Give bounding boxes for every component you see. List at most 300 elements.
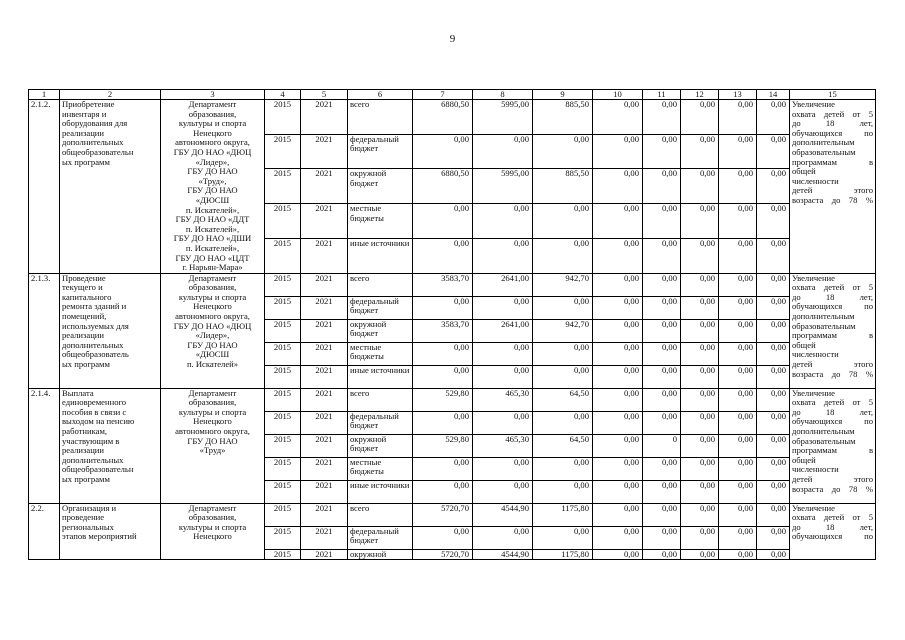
start-year: 2015: [265, 342, 301, 365]
end-year: 2021: [301, 457, 348, 480]
amount-cell: 0,00: [681, 342, 719, 365]
expected-result-line: обучающихся по: [792, 531, 873, 542]
end-year: 2021: [301, 296, 348, 319]
start-year: 2015: [265, 365, 301, 388]
amount-cell: 1175,80: [533, 549, 593, 560]
funding-source: местные бюджеты: [348, 457, 413, 480]
amount-cell: 0,00: [719, 238, 757, 273]
expected-result-line: детей этого: [792, 185, 873, 196]
activity-executor-line: п. Искателей»,: [185, 204, 240, 215]
expected-result-line: Увеличение: [792, 388, 835, 398]
amount-cell: 0,00: [681, 411, 719, 434]
start-year: 2015: [265, 526, 301, 549]
activity-executor-line: ГБУ ДО НАО: [187, 435, 238, 446]
expected-result-line: до 18 лет,: [792, 118, 873, 129]
activity-name: [60, 100, 161, 274]
amount-cell: 0,00: [719, 480, 757, 503]
activity-executor-line: культуры и спорта: [178, 406, 247, 417]
activity-executor-line: «Лидер»,: [195, 330, 230, 341]
amount-cell: 0,00: [757, 319, 790, 342]
amount-cell: 0,00: [757, 457, 790, 480]
amount-cell: 0,00: [719, 100, 757, 135]
amount-cell: 0,00: [719, 342, 757, 365]
activity-executor-line: образования,: [188, 512, 237, 523]
expected-result-line: обучающихся по: [792, 301, 873, 312]
end-year: 2021: [301, 388, 348, 411]
amount-cell: 0,00: [757, 526, 790, 549]
amount-cell: 0,00: [593, 319, 643, 342]
activity-code: 2.2.: [29, 503, 60, 560]
activity-name-line: дополнительных: [62, 454, 124, 465]
amount-cell: 0,00: [413, 342, 473, 365]
amount-cell: 529,80: [413, 434, 473, 457]
funding-source: всего: [348, 503, 413, 526]
amount-cell: 1175,80: [533, 503, 593, 526]
activity-name-line: работникам,: [62, 426, 108, 437]
amount-cell: 5720,70: [413, 503, 473, 526]
funding-source: иные источники: [348, 480, 413, 503]
amount-cell: 0,00: [757, 388, 790, 411]
amount-cell: 0,00: [643, 388, 681, 411]
amount-cell: 0,00: [719, 273, 757, 296]
amount-cell: 0,00: [757, 134, 790, 169]
funding-source: всего: [348, 100, 413, 135]
expected-result: [790, 503, 876, 560]
activity-name: [60, 273, 161, 388]
expected-result-line: обучающихся по: [792, 416, 873, 427]
funding-source: федеральный бюджет: [348, 526, 413, 549]
activity-executor-line: Ненецкого: [193, 301, 232, 312]
activity-executor-line: ГБУ ДО НАО «ДШИ: [173, 233, 252, 244]
activity-executor-line: п. Искателей»: [186, 359, 239, 370]
end-year: 2021: [301, 204, 348, 239]
start-year: 2015: [265, 411, 301, 434]
amount-cell: 0,00: [593, 388, 643, 411]
amount-cell: 0,00: [681, 503, 719, 526]
activity-name-line: пособия в связи с: [62, 406, 127, 417]
amount-cell: 465,30: [473, 434, 533, 457]
activity-name-line: Выплата: [62, 388, 94, 398]
start-year: 2015: [265, 169, 301, 204]
amount-cell: 0,00: [681, 549, 719, 560]
end-year: 2021: [301, 365, 348, 388]
end-year: 2021: [301, 319, 348, 342]
activity-code: 2.1.3.: [29, 273, 60, 388]
amount-cell: 885,50: [533, 100, 593, 135]
amount-cell: 0,00: [757, 100, 790, 135]
amount-cell: 0,00: [643, 204, 681, 239]
amount-cell: 0,00: [757, 480, 790, 503]
start-year: 2015: [265, 388, 301, 411]
amount-cell: 0,00: [473, 480, 533, 503]
activity-name-line: выходом на пенсию: [62, 416, 135, 427]
amount-cell: 0,00: [643, 365, 681, 388]
activity-name-line: этапов мероприятий: [62, 531, 137, 542]
expected-result-line: дополнительным: [792, 311, 855, 322]
amount-cell: 6880,50: [413, 100, 473, 135]
amount-cell: 0,00: [593, 169, 643, 204]
amount-cell: 0,00: [719, 388, 757, 411]
column-number: 9: [533, 90, 593, 100]
column-number: 4: [265, 90, 301, 100]
column-number: 11: [643, 90, 681, 100]
amount-cell: 6880,50: [413, 169, 473, 204]
amount-cell: 0,00: [473, 134, 533, 169]
amount-cell: 0,00: [719, 411, 757, 434]
amount-cell: 0,00: [413, 365, 473, 388]
amount-cell: 0,00: [593, 457, 643, 480]
expected-result-line: образовательным: [792, 435, 856, 446]
amount-cell: 0,00: [681, 365, 719, 388]
column-number: 14: [757, 90, 790, 100]
activity-name-line: реализации: [62, 127, 104, 138]
expected-result-line: охвата детей от 5: [792, 397, 873, 408]
funding-source: федеральный бюджет: [348, 134, 413, 169]
amount-cell: 0,00: [593, 365, 643, 388]
expected-result-line: охвата детей от 5: [792, 108, 873, 119]
amount-cell: 0,00: [757, 296, 790, 319]
amount-cell: 0,00: [413, 238, 473, 273]
funding-source: окружной: [348, 549, 413, 560]
amount-cell: 0,00: [757, 169, 790, 204]
activity-name-line: реализации: [62, 445, 104, 456]
expected-result-line: до 18 лет,: [792, 406, 873, 417]
funding-source: окружной бюджет: [348, 434, 413, 457]
activity-executor: [161, 503, 265, 560]
activity-executor-line: культуры и спорта: [178, 118, 247, 129]
amount-cell: 0,00: [681, 526, 719, 549]
expected-result-line: общей: [792, 339, 816, 350]
activity-executor: [161, 388, 265, 503]
start-year: 2015: [265, 273, 301, 296]
amount-cell: 0,00: [681, 319, 719, 342]
start-year: 2015: [265, 204, 301, 239]
amount-cell: 0,00: [757, 238, 790, 273]
activity-name-line: Организация и: [62, 503, 117, 513]
expected-result-line: Увеличение: [792, 503, 835, 513]
end-year: 2021: [301, 342, 348, 365]
amount-cell: 0,00: [681, 457, 719, 480]
activity-name-line: проведение: [62, 512, 105, 523]
amount-cell: 4544,90: [473, 503, 533, 526]
amount-cell: 0,00: [757, 503, 790, 526]
funding-source: окружной бюджет: [348, 319, 413, 342]
activity-executor-line: п. Искателей»,: [185, 223, 240, 234]
funding-source: иные источники: [348, 238, 413, 273]
column-number: 15: [790, 90, 876, 100]
expected-result-line: Увеличение: [792, 273, 835, 283]
table-row: [29, 388, 876, 411]
page-number: 9: [449, 33, 456, 45]
expected-result-line: обучающихся по: [792, 127, 873, 138]
activity-name-line: участвующим в: [62, 435, 120, 446]
expected-result-line: численности: [792, 464, 839, 475]
amount-cell: 0,00: [643, 134, 681, 169]
start-year: 2015: [265, 503, 301, 526]
activity-executor-line: культуры и спорта: [178, 291, 247, 302]
amount-cell: 0,00: [413, 296, 473, 319]
activity-executor-line: ГБУ ДО НАО: [187, 185, 238, 196]
amount-cell: 0,00: [473, 342, 533, 365]
expected-result-line: программам в: [792, 445, 873, 456]
amount-cell: 0,00: [719, 526, 757, 549]
expected-result-line: детей этого: [792, 474, 873, 485]
activity-name-line: дополнительных: [62, 339, 124, 350]
start-year: 2015: [265, 480, 301, 503]
amount-cell: 64,50: [533, 434, 593, 457]
expected-result-line: программам в: [792, 330, 873, 341]
start-year: 2015: [265, 296, 301, 319]
amount-cell: 0,00: [533, 342, 593, 365]
amount-cell: 0: [643, 434, 681, 457]
amount-cell: 942,70: [533, 273, 593, 296]
activity-executor-line: автономного округа,: [175, 311, 250, 322]
amount-cell: 0,00: [719, 296, 757, 319]
activity-name-line: инвентаря и: [62, 108, 107, 119]
amount-cell: 0,00: [593, 480, 643, 503]
column-number: 5: [301, 90, 348, 100]
amount-cell: 0,00: [757, 411, 790, 434]
expected-result-line: образовательным: [792, 146, 856, 157]
amount-cell: 0,00: [473, 411, 533, 434]
amount-cell: 0,00: [757, 204, 790, 239]
amount-cell: 0,00: [533, 457, 593, 480]
amount-cell: 0,00: [473, 238, 533, 273]
activity-executor-line: «Труд»: [199, 445, 226, 456]
end-year: 2021: [301, 238, 348, 273]
amount-cell: 0,00: [643, 169, 681, 204]
activity-executor-line: «Труд»,: [198, 175, 227, 186]
amount-cell: 5995,00: [473, 100, 533, 135]
amount-cell: 0,00: [533, 134, 593, 169]
activity-name-line: оборудования для: [62, 118, 128, 129]
amount-cell: 0,00: [473, 365, 533, 388]
amount-cell: 64,50: [533, 388, 593, 411]
start-year: 2015: [265, 457, 301, 480]
column-number: 12: [681, 90, 719, 100]
amount-cell: 0,00: [533, 238, 593, 273]
funding-source: всего: [348, 273, 413, 296]
expected-result-line: охвата детей от 5: [792, 512, 873, 523]
activity-name-line: ых программ: [62, 156, 110, 167]
start-year: 2015: [265, 549, 301, 560]
amount-cell: 0,00: [643, 411, 681, 434]
activity-executor-line: образования,: [188, 282, 237, 293]
activity-name-line: помещений,: [62, 311, 107, 322]
amount-cell: 0,00: [413, 480, 473, 503]
activity-executor-line: Ненецкого: [193, 531, 232, 542]
funding-source: федеральный бюджет: [348, 296, 413, 319]
amount-cell: 0,00: [681, 204, 719, 239]
expected-result-line: дополнительным: [792, 137, 855, 148]
amount-cell: 0,00: [643, 526, 681, 549]
expected-result-line: общей: [792, 454, 816, 465]
table-row: [29, 100, 876, 135]
amount-cell: 0,00: [719, 319, 757, 342]
activity-name: [60, 503, 161, 560]
activity-executor-line: ГБУ ДО НАО «ДЮЦ: [173, 146, 252, 157]
activity-executor: [161, 100, 265, 274]
amount-cell: 0,00: [757, 434, 790, 457]
expected-result: [790, 388, 876, 503]
activity-name-line: общеобразовательн: [62, 464, 134, 475]
activity-executor-line: Департамент: [188, 388, 237, 398]
activity-executor-line: ГБУ ДО НАО «ЦДТ: [175, 252, 250, 263]
activity-code: 2.1.2.: [29, 100, 60, 274]
amount-cell: 0,00: [473, 526, 533, 549]
amount-cell: 0,00: [719, 457, 757, 480]
activity-executor-line: автономного округа,: [175, 137, 250, 148]
activity-executor-line: «Лидер»,: [195, 156, 230, 167]
column-number: 1: [29, 90, 60, 100]
table-row: [29, 503, 876, 526]
end-year: 2021: [301, 169, 348, 204]
expected-result-line: детей этого: [792, 359, 873, 370]
column-number: 3: [161, 90, 265, 100]
activity-code: 2.1.4.: [29, 388, 60, 503]
funding-source: местные бюджеты: [348, 204, 413, 239]
activity-name-line: единовременного: [62, 397, 127, 408]
column-number: 8: [473, 90, 533, 100]
activity-executor-line: ГБУ ДО НАО: [187, 339, 238, 350]
expected-result-line: общей: [792, 166, 816, 177]
activity-executor-line: Ненецкого: [193, 127, 232, 138]
amount-cell: 0,00: [473, 457, 533, 480]
amount-cell: 0,00: [533, 204, 593, 239]
amount-cell: 0,00: [413, 526, 473, 549]
funding-source: иные источники: [348, 365, 413, 388]
amount-cell: 0,00: [413, 134, 473, 169]
amount-cell: 0,00: [643, 273, 681, 296]
expected-result-line: охвата детей от 5: [792, 282, 873, 293]
expected-result-line: программам в: [792, 156, 873, 167]
amount-cell: 0,00: [593, 273, 643, 296]
amount-cell: 0,00: [593, 549, 643, 560]
amount-cell: 0,00: [681, 169, 719, 204]
amount-cell: 0,00: [681, 296, 719, 319]
amount-cell: 0,00: [643, 238, 681, 273]
activity-executor-line: образования,: [188, 397, 237, 408]
amount-cell: 0,00: [719, 365, 757, 388]
expected-result-line: возраста до 78 %: [792, 483, 873, 494]
amount-cell: 0,00: [681, 238, 719, 273]
activity-name-line: общеобразователь: [62, 349, 129, 360]
amount-cell: 0,00: [643, 480, 681, 503]
column-number: 13: [719, 90, 757, 100]
amount-cell: 0,00: [413, 204, 473, 239]
amount-cell: 0,00: [593, 134, 643, 169]
activity-executor-line: ГБУ ДО НАО «ДЮЦ: [173, 320, 252, 331]
funding-source: всего: [348, 388, 413, 411]
amount-cell: 0,00: [533, 526, 593, 549]
column-number-row: [29, 90, 876, 100]
table-row: [29, 273, 876, 296]
activity-executor-line: ГБУ ДО НАО: [187, 166, 238, 177]
amount-cell: 5720,70: [413, 549, 473, 560]
activity-executor-line: г. Нарьян-Мара»: [182, 262, 243, 273]
amount-cell: 0,00: [593, 238, 643, 273]
amount-cell: 885,50: [533, 169, 593, 204]
activity-executor-line: «ДЮСШ: [195, 349, 230, 360]
amount-cell: 0,00: [643, 457, 681, 480]
activity-executor-line: культуры и спорта: [178, 521, 247, 532]
amount-cell: 0,00: [719, 204, 757, 239]
amount-cell: 0,00: [681, 480, 719, 503]
amount-cell: 2641,00: [473, 319, 533, 342]
amount-cell: 0,00: [681, 134, 719, 169]
amount-cell: 0,00: [533, 480, 593, 503]
amount-cell: 0,00: [473, 204, 533, 239]
amount-cell: 465,30: [473, 388, 533, 411]
expected-result-line: численности: [792, 175, 839, 186]
column-number: 6: [348, 90, 413, 100]
amount-cell: 0,00: [757, 365, 790, 388]
activity-executor-line: ГБУ ДО НАО «ДДТ: [175, 214, 250, 225]
expected-result-line: численности: [792, 349, 839, 360]
end-year: 2021: [301, 273, 348, 296]
activity-name-line: ремонта зданий и: [62, 301, 127, 312]
activity-name-line: общеобразовательн: [62, 146, 134, 157]
start-year: 2015: [265, 319, 301, 342]
amount-cell: 0,00: [643, 342, 681, 365]
activity-name-line: текущего и: [62, 282, 103, 293]
amount-cell: 0,00: [533, 411, 593, 434]
activity-executor-line: п. Искателей»,: [185, 242, 240, 253]
amount-cell: 0,00: [757, 549, 790, 560]
amount-cell: 5995,00: [473, 169, 533, 204]
amount-cell: 0,00: [593, 204, 643, 239]
funding-source: окружной бюджет: [348, 169, 413, 204]
amount-cell: 0,00: [643, 296, 681, 319]
program-activities-table: [28, 89, 876, 560]
activity-name-line: реализации: [62, 330, 104, 341]
activity-executor-line: Ненецкого: [193, 416, 232, 427]
amount-cell: 942,70: [533, 319, 593, 342]
amount-cell: 0,00: [533, 296, 593, 319]
activity-name-line: Приобретение: [62, 99, 115, 109]
activity-name-line: ых программ: [62, 359, 110, 370]
activity-name-line: капитального: [62, 291, 112, 302]
activity-executor-line: Департамент: [188, 273, 237, 283]
end-year: 2021: [301, 480, 348, 503]
amount-cell: 0,00: [413, 411, 473, 434]
amount-cell: 3583,70: [413, 319, 473, 342]
amount-cell: 0,00: [681, 434, 719, 457]
amount-cell: 4544,90: [473, 549, 533, 560]
amount-cell: 0,00: [719, 134, 757, 169]
activity-executor-line: Департамент: [188, 503, 237, 513]
amount-cell: 0,00: [681, 100, 719, 135]
activity-executor-line: «ДЮСШ: [195, 194, 230, 205]
activity-name-line: ых программ: [62, 474, 110, 485]
amount-cell: 0,00: [593, 434, 643, 457]
end-year: 2021: [301, 411, 348, 434]
column-number: 10: [593, 90, 643, 100]
start-year: 2015: [265, 434, 301, 457]
amount-cell: 0,00: [593, 526, 643, 549]
activity-name-line: используемых для: [62, 320, 129, 331]
expected-result-line: до 18 лет,: [792, 521, 873, 532]
amount-cell: 0,00: [681, 388, 719, 411]
expected-result-line: образовательным: [792, 320, 856, 331]
amount-cell: 0,00: [681, 273, 719, 296]
expected-result-line: до 18 лет,: [792, 291, 873, 302]
amount-cell: 0,00: [593, 296, 643, 319]
expected-result-line: дополнительным: [792, 426, 855, 437]
amount-cell: 0,00: [533, 365, 593, 388]
amount-cell: 0,00: [719, 169, 757, 204]
amount-cell: 0,00: [757, 273, 790, 296]
